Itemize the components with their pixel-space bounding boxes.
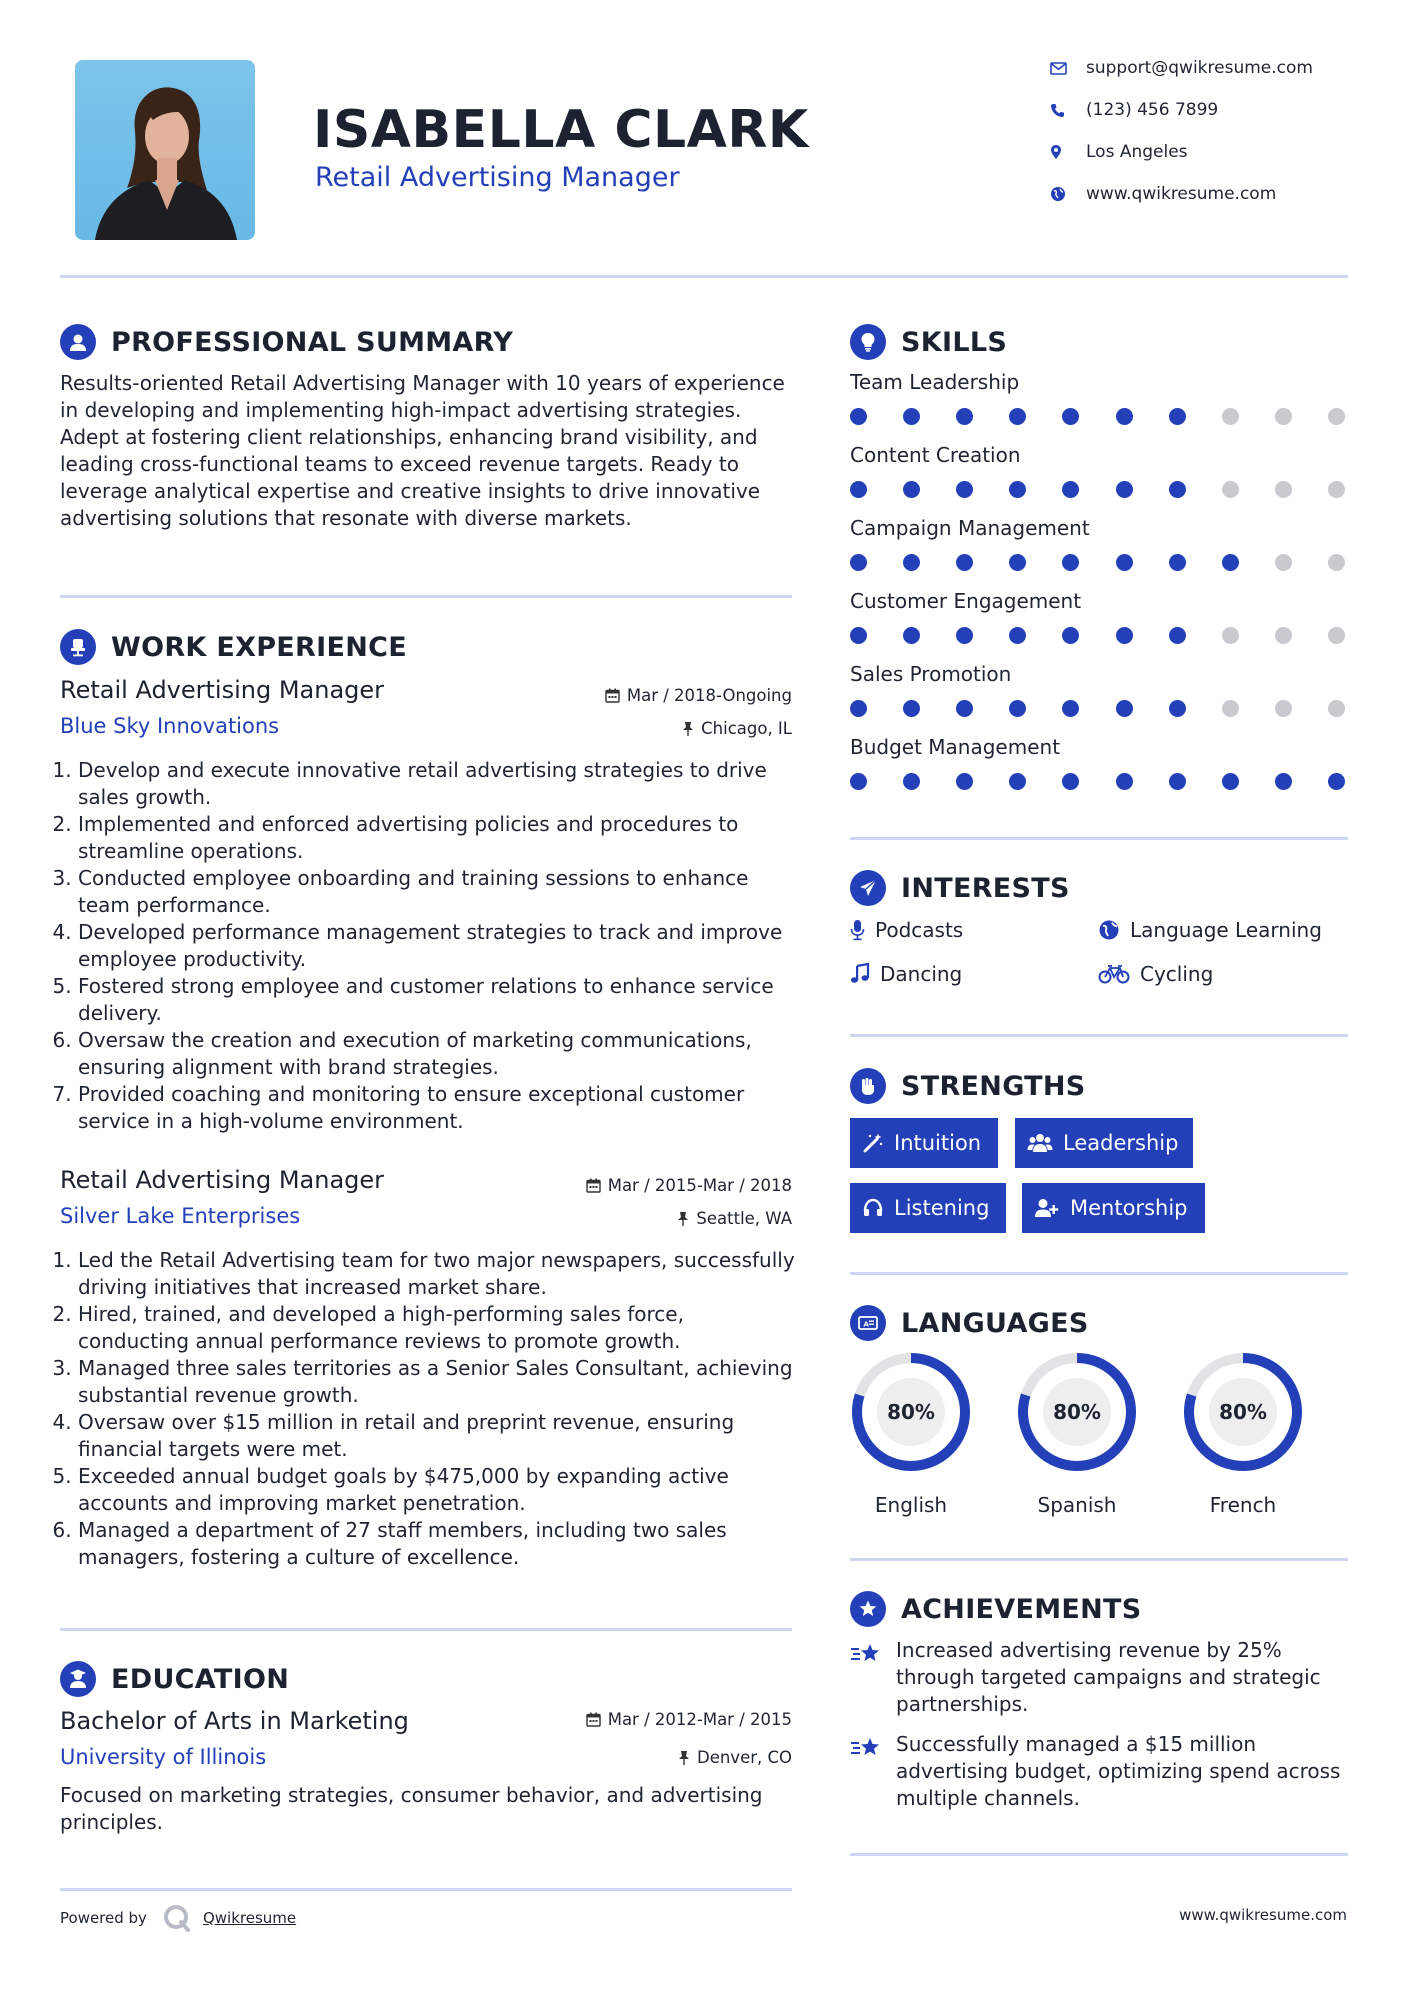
rating-dot-filled bbox=[903, 481, 920, 498]
experience-title: WORK EXPERIENCE bbox=[111, 631, 407, 663]
star-badge-icon bbox=[850, 1591, 886, 1627]
rating-dot-filled bbox=[1116, 554, 1133, 571]
list-item: 1. Develop and execute innovative retail advertising strategies to drive sales growth. bbox=[78, 757, 800, 811]
footer-url[interactable]: www.qwikresume.com bbox=[1179, 1906, 1347, 1924]
calendar-icon bbox=[605, 688, 620, 703]
qwikresume-logo-icon bbox=[161, 1902, 193, 1934]
interest-language-learning bbox=[1098, 918, 1322, 942]
interest-label: Dancing bbox=[880, 962, 963, 986]
skill-name: Sales Promotion bbox=[850, 662, 1012, 686]
strength-label: Mentorship bbox=[1070, 1196, 1188, 1220]
powered-by-text: Powered by bbox=[60, 1909, 147, 1927]
rating-dot-empty bbox=[1275, 554, 1292, 571]
list-item: 2. Hired, trained, and developed a high-performing sales force, conducting annual performance reviews to promote growth. bbox=[78, 1301, 800, 1355]
language-english bbox=[850, 1351, 972, 1517]
interests-divider bbox=[850, 1034, 1348, 1037]
rating-dot-filled bbox=[1169, 481, 1186, 498]
rating-dot-filled bbox=[1116, 481, 1133, 498]
user-plus-icon bbox=[1034, 1197, 1060, 1219]
education-location-text: Denver, CO bbox=[696, 1748, 792, 1767]
achievement-item-1 bbox=[850, 1637, 1350, 1718]
strengths-title: STRENGTHS bbox=[901, 1070, 1086, 1102]
strengths-divider bbox=[850, 1272, 1348, 1275]
calendar-icon bbox=[586, 1712, 601, 1727]
skill-rating bbox=[850, 773, 1345, 790]
interest-label: Language Learning bbox=[1130, 918, 1322, 942]
rating-dot-empty bbox=[1328, 481, 1345, 498]
envelope-icon bbox=[1050, 62, 1086, 75]
list-item: 5. Exceeded annual budget goals by $475,000 by expanding active accounts and improving market penetration. bbox=[78, 1463, 800, 1517]
job-1-title: Retail Advertising Manager bbox=[60, 676, 385, 704]
achievements-title: ACHIEVEMENTS bbox=[901, 1593, 1142, 1625]
skill-name: Team Leadership bbox=[850, 370, 1020, 394]
rating-dot-empty bbox=[1222, 700, 1239, 717]
rating-dot-filled bbox=[1062, 554, 1079, 571]
shooting-star-icon bbox=[850, 1641, 884, 1667]
rating-dot-filled bbox=[1009, 481, 1026, 498]
rating-dot-filled bbox=[1222, 773, 1239, 790]
list-item: 2. Implemented and enforced advertising policies and procedures to streamline operations. bbox=[78, 811, 800, 865]
skill-row bbox=[850, 516, 1345, 571]
footer-powered-by bbox=[60, 1902, 296, 1934]
rating-dot-filled bbox=[1009, 700, 1026, 717]
rating-dot-filled bbox=[850, 627, 867, 644]
language-ring bbox=[850, 1351, 972, 1473]
rating-dot-filled bbox=[1169, 773, 1186, 790]
job-2-dates-text: Mar / 2015-Mar / 2018 bbox=[607, 1176, 792, 1195]
rating-dot-filled bbox=[850, 773, 867, 790]
language-percent: 80% bbox=[887, 1400, 935, 1424]
skill-rating bbox=[850, 408, 1345, 425]
fist-icon bbox=[850, 1068, 886, 1104]
rating-dot-filled bbox=[850, 408, 867, 425]
rating-dot-filled bbox=[1062, 627, 1079, 644]
language-percent: 80% bbox=[1053, 1400, 1101, 1424]
education-degree: Bachelor of Arts in Marketing bbox=[60, 1707, 409, 1735]
education-location bbox=[560, 1748, 792, 1767]
rating-dot-filled bbox=[1169, 554, 1186, 571]
rating-dot-filled bbox=[1275, 773, 1292, 790]
list-item: 6. Managed a department of 27 staff members, including two sales managers, fostering a culture of excellence. bbox=[78, 1517, 800, 1571]
list-item: 4. Oversaw over $15 million in retail and preprint revenue, ensuring financial targets were met. bbox=[78, 1409, 800, 1463]
rating-dot-empty bbox=[1328, 408, 1345, 425]
graduate-icon bbox=[60, 1661, 96, 1697]
skill-row bbox=[850, 735, 1345, 790]
language-ring bbox=[1016, 1351, 1138, 1473]
user-icon bbox=[60, 324, 96, 360]
rating-dot-filled bbox=[903, 408, 920, 425]
candidate-name: ISABELLA CLARK bbox=[313, 100, 809, 160]
person-portrait-icon bbox=[75, 60, 255, 240]
rating-dot-filled bbox=[956, 627, 973, 644]
profile-photo bbox=[75, 60, 255, 240]
strength-label: Leadership bbox=[1063, 1131, 1179, 1155]
contact-location bbox=[1050, 142, 1188, 162]
rating-dot-filled bbox=[1009, 627, 1026, 644]
rating-dot-filled bbox=[1116, 700, 1133, 717]
job-2-dates bbox=[540, 1176, 792, 1195]
lightbulb-icon bbox=[850, 324, 886, 360]
rating-dot-filled bbox=[1062, 700, 1079, 717]
rating-dot-empty bbox=[1275, 627, 1292, 644]
rating-dot-filled bbox=[956, 481, 973, 498]
summary-text: Results-oriented Retail Advertising Manager with 10 years of experience in developing and implementing high-impact advertising strategies. Adept at fostering client relationships, enhancing brand visibility, and leading cross-functional teams to exceed revenue targets. Ready to leverage analytical expertise and creative insights to drive innovative advertising solutions that resonate with diverse markets. bbox=[60, 371, 785, 530]
contact-email bbox=[1050, 58, 1313, 78]
job-2-bullets bbox=[60, 1247, 800, 1571]
pushpin-icon bbox=[678, 1750, 690, 1766]
education-dates bbox=[540, 1710, 792, 1729]
phone-icon bbox=[1050, 103, 1086, 118]
svg-text:A: A bbox=[863, 1320, 869, 1329]
achievements-divider bbox=[850, 1853, 1348, 1856]
languages-divider bbox=[850, 1558, 1348, 1561]
strength-label: Listening bbox=[894, 1196, 990, 1220]
languages-title: LANGUAGES bbox=[901, 1307, 1089, 1339]
rating-dot-filled bbox=[850, 700, 867, 717]
rating-dot-filled bbox=[903, 700, 920, 717]
headphones-icon bbox=[862, 1197, 884, 1219]
skill-rating bbox=[850, 700, 1345, 717]
education-title: EDUCATION bbox=[111, 1663, 290, 1695]
education-school: University of Illinois bbox=[60, 1745, 267, 1769]
skill-name: Campaign Management bbox=[850, 516, 1090, 540]
language-spanish bbox=[1016, 1351, 1138, 1517]
rating-dot-filled bbox=[956, 554, 973, 571]
job-1-company: Blue Sky Innovations bbox=[60, 714, 280, 738]
skill-name: Content Creation bbox=[850, 443, 1021, 467]
education-divider bbox=[60, 1888, 792, 1891]
job-2-location-text: Seattle, WA bbox=[696, 1209, 792, 1228]
calendar-icon bbox=[586, 1178, 601, 1193]
interests-heading bbox=[850, 870, 1070, 906]
skill-row bbox=[850, 443, 1345, 498]
contact-phone bbox=[1050, 100, 1218, 120]
strength-tag-intuition bbox=[850, 1118, 998, 1168]
contact-email-text[interactable]: support@qwikresume.com bbox=[1086, 58, 1313, 78]
rating-dot-filled bbox=[956, 700, 973, 717]
language-name: French bbox=[1209, 1493, 1277, 1517]
rating-dot-filled bbox=[850, 481, 867, 498]
paper-plane-icon bbox=[850, 870, 886, 906]
rating-dot-filled bbox=[1009, 554, 1026, 571]
rating-dot-filled bbox=[850, 554, 867, 571]
skill-rating bbox=[850, 627, 1345, 644]
experience-divider bbox=[60, 1628, 792, 1631]
list-item: 3. Conducted employee onboarding and training sessions to enhance team performance. bbox=[78, 865, 800, 919]
globe-icon bbox=[1050, 186, 1086, 202]
rating-dot-filled bbox=[956, 773, 973, 790]
skills-title: SKILLS bbox=[901, 326, 1008, 358]
chair-icon bbox=[60, 629, 96, 665]
languages-heading bbox=[850, 1305, 1089, 1341]
rating-dot-empty bbox=[1222, 627, 1239, 644]
rating-dot-filled bbox=[1009, 773, 1026, 790]
interest-podcasts bbox=[850, 918, 963, 942]
skill-row bbox=[850, 370, 1345, 425]
list-item: 3. Managed three sales territories as a Senior Sales Consultant, achieving substantial revenue growth. bbox=[78, 1355, 800, 1409]
language-name: Spanish bbox=[1037, 1493, 1117, 1517]
summary-divider bbox=[60, 595, 792, 598]
job-1-location bbox=[560, 719, 792, 738]
achievement-text: Increased advertising revenue by 25% through targeted campaigns and strategic partnerships. bbox=[896, 1638, 1321, 1716]
skill-name: Customer Engagement bbox=[850, 589, 1082, 613]
education-text: Focused on marketing strategies, consumer behavior, and advertising principles. bbox=[60, 1783, 763, 1834]
interest-dancing bbox=[850, 962, 962, 986]
shooting-star-icon bbox=[850, 1735, 884, 1761]
achievement-item-2 bbox=[850, 1731, 1350, 1812]
summary-title: PROFESSIONAL SUMMARY bbox=[111, 326, 514, 358]
list-item: 5. Fostered strong employee and customer relations to enhance service delivery. bbox=[78, 973, 800, 1027]
strength-tag-mentorship bbox=[1022, 1183, 1205, 1233]
language-percent: 80% bbox=[1219, 1400, 1267, 1424]
skills-heading bbox=[850, 324, 1007, 360]
rating-dot-empty bbox=[1328, 554, 1345, 571]
skill-rating bbox=[850, 481, 1345, 498]
magic-wand-icon bbox=[862, 1132, 884, 1154]
skill-rating bbox=[850, 554, 1345, 571]
interest-cycling bbox=[1098, 962, 1213, 986]
strength-label: Intuition bbox=[894, 1131, 982, 1155]
rating-dot-empty bbox=[1328, 700, 1345, 717]
language-card-icon bbox=[850, 1305, 886, 1341]
skill-row bbox=[850, 662, 1345, 717]
contact-location-text: Los Angeles bbox=[1086, 142, 1188, 162]
rating-dot-empty bbox=[1328, 627, 1345, 644]
map-pin-icon bbox=[1050, 144, 1086, 160]
list-item: 7. Provided coaching and monitoring to ensure exceptional customer service in a high-volume environment. bbox=[78, 1081, 800, 1135]
pushpin-icon bbox=[677, 1211, 689, 1227]
strengths-heading bbox=[850, 1068, 1086, 1104]
microphone-icon bbox=[850, 919, 865, 941]
experience-heading bbox=[60, 629, 407, 665]
list-item: 1. Led the Retail Advertising team for two major newspapers, successfully driving initiatives that increased market share. bbox=[78, 1247, 800, 1301]
education-heading bbox=[60, 1661, 289, 1697]
job-1-bullets bbox=[60, 757, 800, 1135]
rating-dot-empty bbox=[1275, 700, 1292, 717]
strength-tag-leadership bbox=[1015, 1118, 1193, 1168]
language-name: English bbox=[874, 1493, 948, 1517]
interests-title: INTERESTS bbox=[901, 872, 1070, 904]
rating-dot-filled bbox=[1169, 700, 1186, 717]
bicycle-icon bbox=[1098, 964, 1130, 984]
rating-dot-filled bbox=[1062, 773, 1079, 790]
job-1-location-text: Chicago, IL bbox=[701, 719, 792, 738]
candidate-role: Retail Advertising Manager bbox=[315, 162, 680, 193]
rating-dot-empty bbox=[1275, 408, 1292, 425]
rating-dot-filled bbox=[1222, 554, 1239, 571]
pushpin-icon bbox=[682, 721, 694, 737]
rating-dot-filled bbox=[1116, 773, 1133, 790]
skill-name: Budget Management bbox=[850, 735, 1061, 759]
header-divider bbox=[60, 275, 1348, 278]
users-icon bbox=[1027, 1132, 1053, 1154]
contact-website bbox=[1050, 184, 1276, 204]
rating-dot-empty bbox=[1222, 481, 1239, 498]
rating-dot-filled bbox=[1062, 481, 1079, 498]
achievements-heading bbox=[850, 1591, 1142, 1627]
job-2-location bbox=[560, 1209, 792, 1228]
job-2-company: Silver Lake Enterprises bbox=[60, 1204, 301, 1228]
education-dates-text: Mar / 2012-Mar / 2015 bbox=[607, 1710, 792, 1729]
rating-dot-filled bbox=[1062, 408, 1079, 425]
rating-dot-filled bbox=[1169, 408, 1186, 425]
rating-dot-empty bbox=[1275, 481, 1292, 498]
language-ring bbox=[1182, 1351, 1304, 1473]
language-french bbox=[1182, 1351, 1304, 1517]
rating-dot-filled bbox=[903, 627, 920, 644]
job-2-title: Retail Advertising Manager bbox=[60, 1166, 385, 1194]
contact-phone-text: (123) 456 7899 bbox=[1086, 100, 1219, 120]
summary-heading bbox=[60, 324, 513, 360]
job-1-dates-text: Mar / 2018-Ongoing bbox=[626, 686, 792, 705]
globe-icon bbox=[1098, 919, 1120, 941]
strength-tag-listening bbox=[850, 1183, 1006, 1233]
rating-dot-filled bbox=[1009, 408, 1026, 425]
interest-label: Cycling bbox=[1140, 962, 1214, 986]
achievement-text: Successfully managed a $15 million advertising budget, optimizing spend across multiple channels. bbox=[896, 1732, 1341, 1810]
qwikresume-link[interactable]: Qwikresume bbox=[202, 1909, 297, 1927]
rating-dot-empty bbox=[1222, 408, 1239, 425]
skill-row bbox=[850, 589, 1345, 644]
rating-dot-filled bbox=[1116, 408, 1133, 425]
rating-dot-filled bbox=[1116, 627, 1133, 644]
music-note-icon bbox=[850, 963, 870, 985]
rating-dot-filled bbox=[1169, 627, 1186, 644]
skills-divider bbox=[850, 837, 1348, 840]
interest-label: Podcasts bbox=[875, 918, 964, 942]
list-item: 6. Oversaw the creation and execution of marketing communications, ensuring alignment with brand strategies. bbox=[78, 1027, 800, 1081]
rating-dot-filled bbox=[956, 408, 973, 425]
contact-website-text[interactable]: www.qwikresume.com bbox=[1086, 184, 1277, 204]
rating-dot-filled bbox=[903, 554, 920, 571]
rating-dot-filled bbox=[903, 773, 920, 790]
list-item: 4. Developed performance management strategies to track and improve employee productivity. bbox=[78, 919, 800, 973]
job-1-dates bbox=[560, 686, 792, 705]
rating-dot-filled bbox=[1328, 773, 1345, 790]
